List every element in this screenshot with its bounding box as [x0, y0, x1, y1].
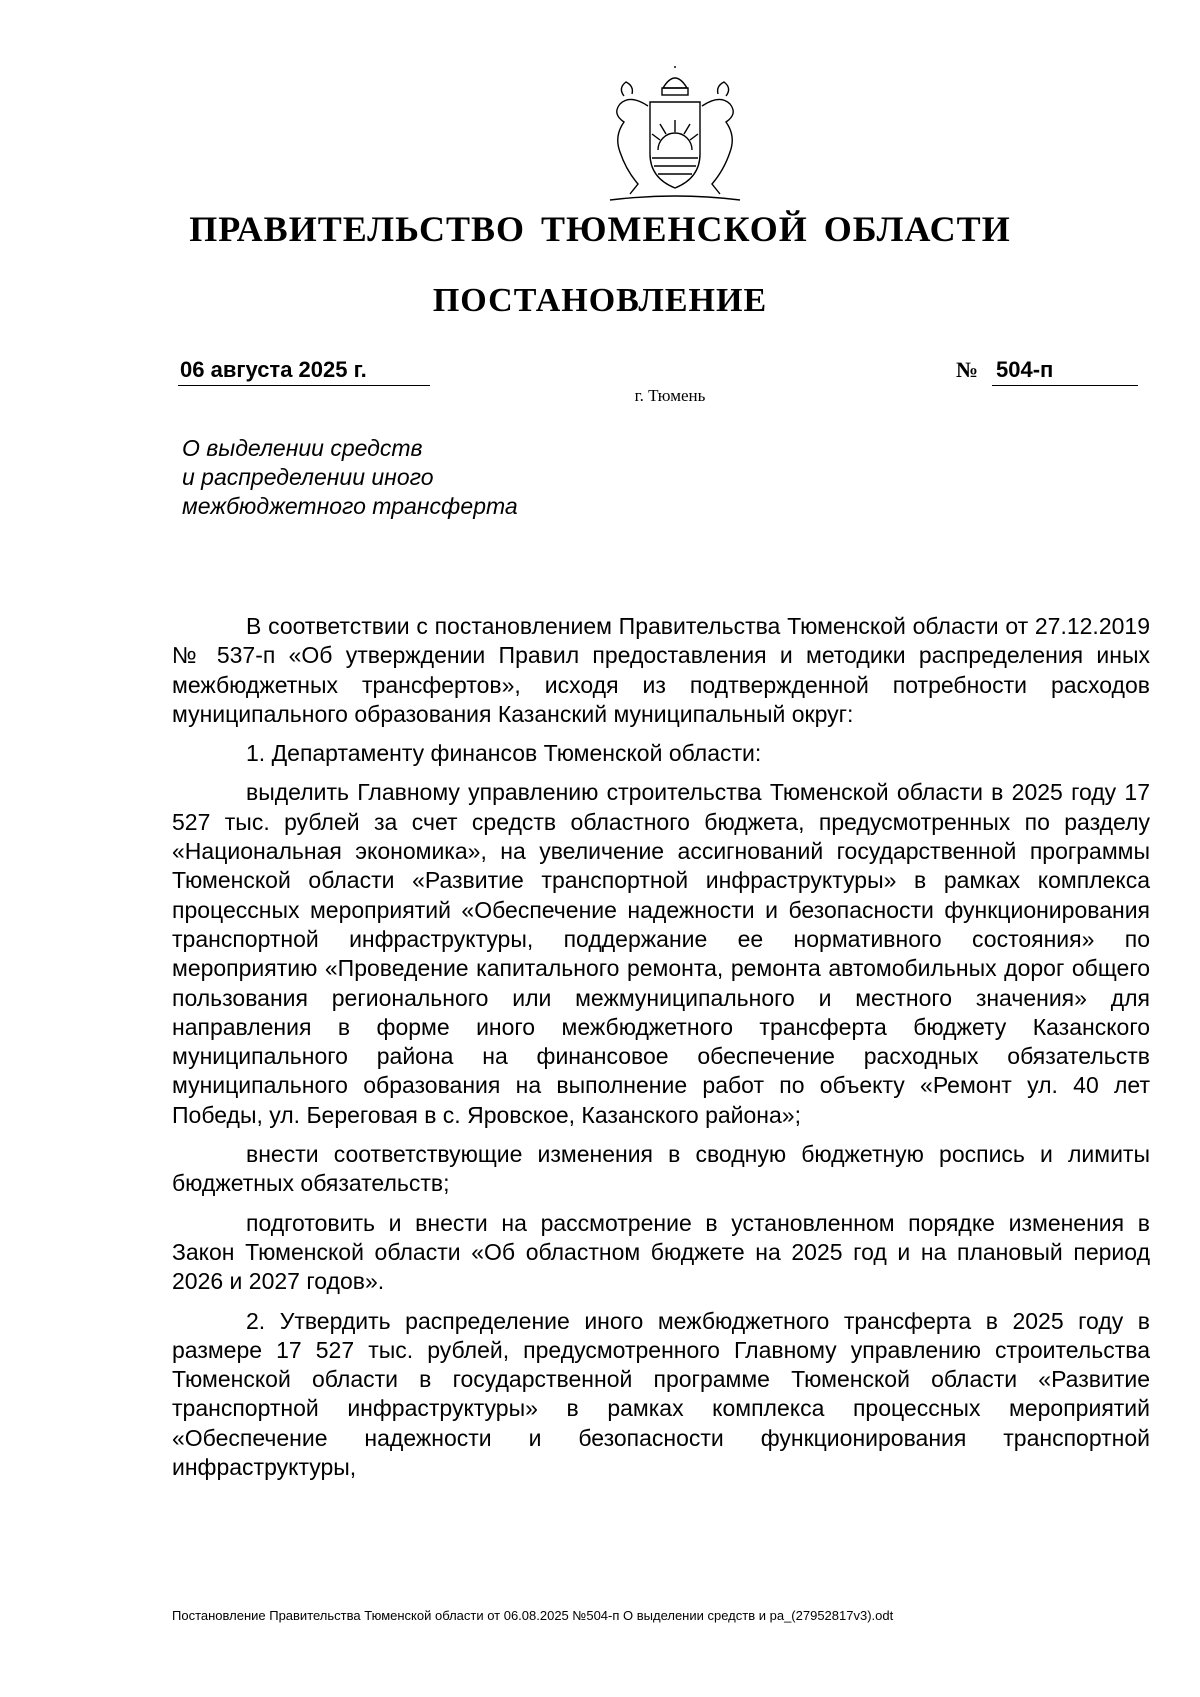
subject-line: межбюджетного трансферта	[182, 493, 518, 519]
document-date: 06 августа 2025 г.	[178, 356, 430, 386]
government-title: ПРАВИТЕЛЬСТВО ТЮМЕНСКОЙ ОБЛАСТИ	[189, 209, 1011, 249]
document-number-block	[956, 356, 1138, 386]
document-subject	[182, 434, 642, 521]
body-paragraph: подготовить и внести на рассмотрение в установленном порядке изменения в Закон Тюменской области «Об областном бюджете на 2025 год и на плановый период 2026 и 2027 годов».	[172, 1209, 1150, 1295]
body-paragraph: В соответствии с постановлением Правительства Тюменской области от 27.12.2019 № 537-п «Об утверждении Правил предоставления и методики распределения иных межбюджетных трансфертов», исходя из подтвержденной потребности расходов муниципального образования Казанский муниципальный округ:	[172, 613, 1150, 727]
body-paragraph: 2. Утвердить распределение иного межбюджетного трансферта в 2025 году в размере 17 527 тыс. рублей, предусмотренного Главному управлению строительства Тюменской области в государственной программе Тюменской области «Развитие транспортной инфраструктуры» в рамках комплекса процессных мероприятий «Обеспечение надежности и безопасности функционирования транспортной инфраструктуры,	[172, 1307, 1150, 1481]
body-paragraph: внести соответствующие изменения в сводную бюджетную роспись и лимиты бюджетных обязательств;	[172, 1141, 1150, 1197]
document-city: г. Тюмень	[634, 386, 706, 405]
document-footer: Постановление Правительства Тюменской области от 06.08.2025 №504-п О выделении средств и ра_(27952817v3).odt	[172, 1608, 894, 1623]
document-body	[172, 612, 1150, 1482]
number-sign: №	[956, 357, 979, 382]
document-type: ПОСТАНОВЛЕНИЕ	[432, 282, 768, 319]
subject-line: О выделении средств	[182, 435, 423, 461]
document-number: 504-п	[992, 356, 1138, 386]
subject-line: и распределении иного	[182, 464, 434, 490]
body-paragraph: 1. Департаменту финансов Тюменской области:	[246, 740, 762, 767]
body-paragraph: выделить Главному управлению строительства Тюменской области в 2025 году 17 527 тыс. рублей за счет средств областного бюджета, предусмотренных по разделу «Национальная экономика», на увеличение ассигнований государственной программы Тюменской области «Развитие транспортной инфраструктуры» в рамках комплекса процессных мероприятий «Обеспечение надежности и безопасности функционирования транспортной инфраструктуры, поддержание ее нормативного состояния» по мероприятию «Проведение капитального ремонта, ремонта автомобильных дорог общего пользования регионального или межмуниципального и местного значения» для направления в форме иного межбюджетного трансферта бюджету Казанского муниципального района на финансовое обеспечение расходных обязательств муниципального образования на выполнение работ по объекту «Ремонт ул. 40 лет Победы, ул. Береговая в с. Яровское, Казанского района»;	[172, 779, 1150, 1128]
tyumen-coat-of-arms-icon	[590, 66, 760, 206]
